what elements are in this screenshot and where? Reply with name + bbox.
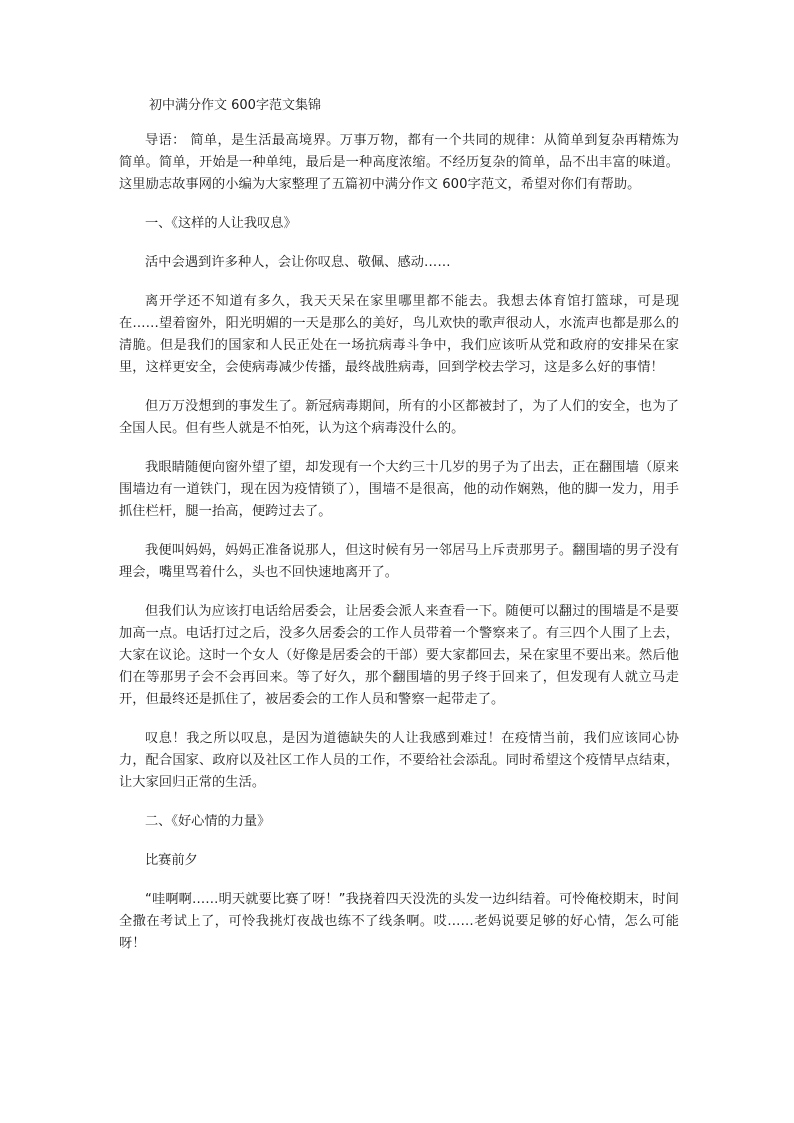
section-heading-2: 二、《好心情的力量》	[145, 814, 271, 829]
body-paragraph: 叹息！我之所以叹息，是因为道德缺失的人让我感到难过！在疫情当前，我们应该同心协力，配合国家、政府以及社区工作人员的工作，不要给社会添乱。同时希望这个疫情早点结束，让大家回归正常的生活。	[119, 731, 679, 790]
body-paragraph: 但我们认为应该打电话给居委会，让居委会派人来查看一下。随便可以翻过的围墙是不是要加高一点。电话打过之后，没多久居委会的工作人员带着一个警察来了。有三四个人围了上去，大家在议论。这时一个女人（好像是居委会的干部）要大家都回去，呆在家里不要出来。然后他们在等那男子会不会再回来。等了好久，那个翻围墙的男子终于回来了，但发现有人就立马走开，但最终还是抓住了，被居委会的工作人员和警察一起带走了。	[119, 604, 679, 707]
subheading: 比赛前夕	[145, 853, 198, 868]
section-heading-1: 一、《这样的人让我叹息》	[145, 216, 297, 231]
document-page	[119, 96, 679, 972]
intro-paragraph: 导语： 简单，是生活最高境界。万事万物，都有一个共同的规律：从简单到复杂再精炼为简单。简单，开始是一种单纯，最后是一种高度浓缩。不经历复杂的简单，品不出丰富的味道。这里励志故事网的小编为大家整理了五篇初中满分作文 600字范文，希望对你们有帮助。	[119, 133, 679, 192]
document-title: 初中满分作文 600字范文集锦	[149, 98, 321, 113]
body-paragraph: 活中会遇到许多种人，会让你叹息、敬佩、感动……	[145, 255, 451, 270]
body-paragraph: 离开学还不知道有多久，我天天呆在家里哪里都不能去。我想去体育馆打篮球，可是现在……望着窗外，阳光明媚的一天是那么的美好，鸟儿欢快的歌声很动人，水流声也都是那么的清脆。但是我们的国家和人民正处在一场抗病毒斗争中，我们应该听从党和政府的安排呆在家里，这样更安全，会使病毒减少传播，最终战胜病毒，回到学校去学习，这是多么好的事情！	[119, 294, 679, 375]
body-paragraph: 但万万没想到的事发生了。新冠病毒期间，所有的小区都被封了，为了人们的安全，也为了全国人民。但有些人就是不怕死，认为这个病毒没什么的。	[119, 399, 679, 436]
body-paragraph: 我眼睛随便向窗外望了望，却发现有一个大约三十几岁的男子为了出去，正在翻围墙（原来围墙边有一道铁门，现在因为疫情锁了），围墙不是很高，他的动作娴熟，他的脚一发力，用手抓住栏杆，腿一抬高，便跨过去了。	[119, 460, 679, 519]
body-paragraph: “哇啊啊……明天就要比赛了呀！”我挠着四天没洗的头发一边纠结着。可怜俺校期末，时间全撒在考试上了，可怜我挑灯夜战也练不了线条啊。哎……老妈说要足够的好心情，怎么可能呀！	[119, 892, 679, 951]
body-paragraph: 我便叫妈妈，妈妈正准备说那人，但这时候有另一邻居马上斥责那男子。翻围墙的男子没有理会，嘴里骂着什么，头也不回快速地离开了。	[119, 543, 679, 580]
